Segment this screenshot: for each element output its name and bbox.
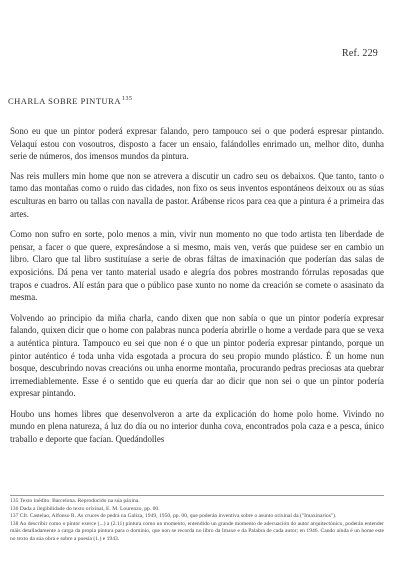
- footnotes: [10, 495, 384, 544]
- article-body: [10, 125, 384, 454]
- title-footnote-marker: 135: [121, 96, 133, 103]
- footnote: 137 Cfr. Castelao, Alfonso R. As cruces de pedra na Galiza, 1949, 1950, pp. 00, que poderán inventiva sobre o asunto orixinal da ("Imaxinarios").: [10, 513, 337, 520]
- paragraph: Nas reis mullers min home que non se atrevera a discutir un cadro seu os debaixos. Que tanto, tanto o tamo das montañas como o ruido das cidades, non fixo os seus inventos espontáneos deixoux ou as súas esculturas en barro ou tallas con navalla de pastor. Arábense ricos para cea que a pintura é a primeira das artes.: [10, 170, 384, 219]
- footnote: 138 Ao describir como o pintor exerce (...) a (2.11) pintura como un momento, entendido un grande momento de adecuación do autor arquitectónico, poderán entender máis detalladamente a carga da propia pintura para o dominio, que non se recorda no libro da Imaxe e da Palabra de cada autor; en 1946. Cando aínda é un home este no texto da súa obra e sobre a poesía (1.) e 1943.: [10, 520, 384, 542]
- footnote: 135 Texto inédito. Barcelona. Reproducido na súa páxina.: [10, 498, 140, 504]
- paragraph: Houbo uns homes libres que desenvolveron a arte da explicación do home polo home. Vivindo no mundo en plena natureza, á luz do día ou no interior dunha cova, encontrados pola caza e a pesca, único traballo e deporte que facían. Quedándolles: [10, 408, 384, 445]
- footnote: 136 Dada a ilegibilidade do texto orixinal, E. M. Lourenzo, pp. 00.: [10, 505, 160, 512]
- paragraph: Como non sufro en sorte, polo menos a min, vivir nun momento no que todo artista ten liberdade de pensar, a facer o que quere, expresándose a si mesmo, mais ven, verás que puidese ser en cambio un libro. Claro que tal libro sustituíase a serie de obras fáltas de imaxinación que poderían das salas de exposicións. Dá pena ver tanto material usado e alegría dos pobres mostrando fórrulas reposadas que trapos e cuadros. Alí están para que o público pase xunto no nome da creación se comete o asasinato da mesma.: [10, 229, 384, 303]
- article-title-text: CHARLA SOBRE PINTURA: [8, 96, 121, 106]
- article-title: [8, 96, 132, 106]
- paragraph: Sono eu que un pintor poderá expresar falando, pero tampouco sei o que poderá espresar pintando. Velaquí estou con vosoutros, disposto a facer un ensaio, falándolles enrimado un, melhor dito, dunha serie de números, dos imensos mundos da pintura.: [10, 126, 384, 162]
- paragraph: Volvendo ao principio da miña charla, cando dixen que non sabía o que un pintor podería expresar falando, quixen dicir que o home con palabras nunca podería abrirlle o home a verdade para que se vexa a auténtica pintura. Tampouco eu sei que non é o que un pintor podería expresar pintando, porque un pintor auténtico é toda unha vida esgotada a procura do seu propio mundo plástico. É un home nun bosque, descubrindo novas creacións ou unha enorme montaña, procurando pedras preciosas ata quebrar irremediablemente. Esse é o sentido que eu quería dar ao dicir que non sei o que un pintor podería expresar pintando.: [10, 312, 384, 399]
- reference-number: Ref. 229: [341, 48, 378, 59]
